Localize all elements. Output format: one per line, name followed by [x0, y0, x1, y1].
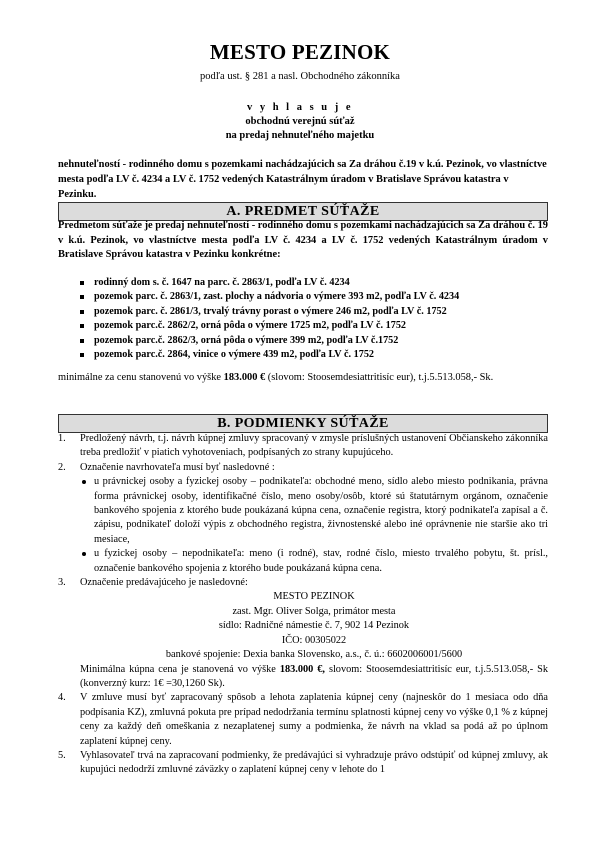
- minimum-price-text: [58, 371, 548, 386]
- condition-number: 4.: [58, 692, 66, 704]
- minimum-price-prefix: minimálne za cenu stanovenú vo výške: [58, 372, 224, 383]
- list-item: pozemok parc.č. 2862/3, orná pôda o výmere 399 m2, podľa LV č.1752: [80, 334, 550, 348]
- seller-name: MESTO PEZINOK: [273, 591, 355, 603]
- announcement-block: [0, 101, 600, 143]
- condition-2-bullet-2: u fyzickej osoby – nepodnikateľa: meno (i rodné), stav, rodné číslo, miesto trvalého pobytu, št. prísl., označenie bankového spojenia z ktorého bude poukázaná kúpna cena.: [58, 547, 548, 576]
- section-a-text: Predmetom súťaže je predaj nehnuteľností - rodinného domu s pozemkami nachádzajúcich sa Za dráhou č. 19 v k.ú. Pezinok, vo vlastníctve mesta podľa LV č. 4234 a LV č. 1752 vedených Katastrálnym úradom v Bratislave Správou katastra v Pezinku konkrétne:: [58, 220, 549, 260]
- min-note-prefix: Minimálna kúpna cena je stanovená vo výške: [80, 663, 280, 675]
- condition-number: 5.: [58, 749, 66, 761]
- seller-representative: zast. Mgr. Oliver Solga, primátor mesta: [232, 605, 396, 617]
- condition-text: Vyhlasovateľ trvá na zapracovaní podmienky, že predávajúci si vyhradzuje právo odstúpiť od kúpnej zmluvy, ak kupujúci nedodrží zmluvné záväzky o zaplatení kúpnej ceny v lehote do 1: [80, 749, 548, 776]
- condition-number: 1.: [58, 433, 66, 444]
- announcement-line-2: na predaj nehnuteľného majetku: [225, 130, 375, 141]
- min-note-value: 183.000 €,: [279, 663, 325, 675]
- condition-text: Predložený návrh, t.j. návrh kúpnej zmluvy spracovaný v zmysle príslušných ustanovení Občianskeho zákonníka treba predložiť v piatich vyhotoveniach, podpísaných zo strany kupujúceho.: [80, 433, 548, 459]
- seller-seat: sídlo: Radničné námestie č. 7, 902 14 Pezinok: [218, 620, 410, 632]
- condition-text: Označenie predávajúceho je nasledovné:: [80, 577, 248, 589]
- seller-bank: bankové spojenie: Dexia banka Slovensko, a.s., č. ú.: 6602006001/5600: [165, 649, 463, 661]
- intro-paragraph: nehnuteľností - rodinného domu s pozemkami nachádzajúcich sa Za dráhou č.19 v k.ú. Pezinok, vo vlastníctve mesta podľa LV č. 4234 a LV č. 1752 vedených Katastrálnym úradom v Bratislave Správou katastra v Pezinku.: [58, 159, 547, 200]
- condition-2-bullet-1: u právnickej osoby a fyzickej osoby – podnikateľa: obchodné meno, sídlo alebo miesto podnikania, právna forma právnickej osoby, identifikačné číslo, meno osoby/osôb, ktoré sú štatutárnym orgánom, označenie bankového spojenia z ktorého bude poukázaná kúpna cena, označenie registra, ktorý podnikateľa zapísal a č. zápisu, podnikateľ doloží výpis z obchodného registra, živnostenské alebo iné oprávnenie nie staršie ako tri mesiace,: [58, 475, 548, 547]
- announcement-line-1: obchodnú verejnú súťaž: [245, 116, 355, 127]
- document-subtitle: podľa ust. § 281 a nasl. Obchodného zákonníka: [200, 71, 400, 82]
- section-b-heading: B. PODMIENKY SÚŤAŽE: [58, 414, 548, 433]
- seller-address: [80, 590, 548, 662]
- condition-4: [58, 691, 548, 749]
- condition-5: [58, 749, 548, 778]
- list-item: pozemok parc.č. 2864, vinice o výmere 439 m2, podľa LV č. 1752: [80, 348, 550, 362]
- section-a-heading: A. PREDMET SÚŤAŽE: [58, 202, 548, 221]
- condition-number: 2.: [58, 461, 66, 473]
- condition-text: Označenie navrhovateľa musí byť nasledovné :: [80, 461, 275, 473]
- minimum-price-suffix: (slovom: Stoosemdesiattritisíc eur), t.j.5.513.058,- Sk.: [265, 372, 494, 383]
- list-item: pozemok parc. č. 2861/3, trvalý trávny porast o výmere 246 m2, podľa LV č. 1752: [80, 305, 550, 319]
- condition-1: [58, 432, 548, 461]
- condition-number: 3.: [58, 577, 66, 589]
- list-item: pozemok parc.č. 2862/2, orná pôda o výmere 1725 m2, podľa LV č. 1752: [80, 319, 550, 333]
- min-note-suffix: slovom: Stoosemdesiattritisíc eur, t.j.5.513.058,- Sk (konverzný kurz: 1€ =30,1260 Sk).: [80, 663, 548, 689]
- seller-ico: IČO: 00305022: [281, 634, 347, 646]
- list-item: pozemok parc. č. 2863/1, zast. plochy a nádvoria o výmere 393 m2, podľa LV č. 4234: [80, 290, 550, 304]
- condition-3: [58, 576, 548, 691]
- document-title: MESTO PEZINOK: [209, 40, 391, 64]
- condition-2: [58, 461, 548, 475]
- minimum-price-note: [80, 663, 548, 692]
- property-list: [80, 276, 550, 362]
- condition-text: V zmluve musí byť zapracovaný spôsob a lehota zaplatenia kúpnej ceny (najneskôr do 1 mesiaca odo dňa podpísania KZ), zmluvná pokuta pre prípad nedodržania termínu splatnosti kúpnej ceny vo výške 0,1 % z kúpnej ceny za každý deň omeškania z nezaplatenej sumy a podmienka, že návrh na vklad sa podá až po úplnom zaplatení kúpnej ceny.: [80, 692, 548, 747]
- conditions-list: [58, 432, 548, 778]
- list-item: rodinný dom s. č. 1647 na parc. č. 2863/1, podľa LV č. 4234: [80, 276, 550, 290]
- minimum-price-value: 183.000 €: [223, 372, 266, 383]
- announcement-verb: v y h l a s u j e: [246, 102, 354, 113]
